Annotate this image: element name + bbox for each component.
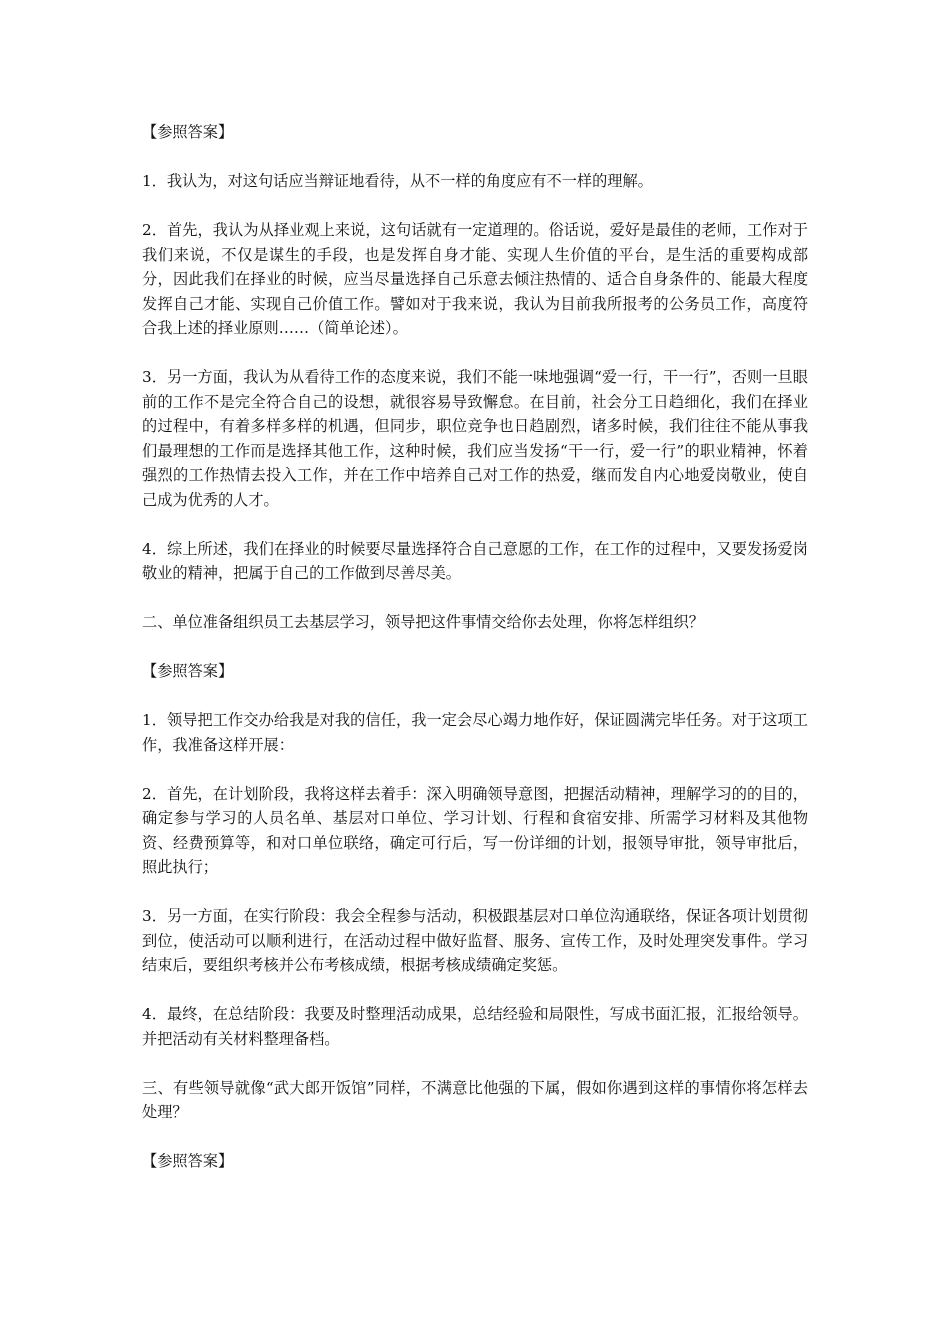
- answer-point-3: 3．另一方面，我认为从看待工作的态度来说，我们不能一味地强调“爱一行，干一行”，否则一旦眼前的工作不是完全符合自己的设想，就很容易导致懈怠。在目前，社会分工日趋细化，我们在择业的过程中，有着多样多样的机遇，但同步，职位竞争也日趋剧烈，诸多时候，我们往往不能从事我们最理想的工作而是选择其他工作，这种时候，我们应当发扬“干一行，爱一行”的职业精神，怀着强烈的工作热情去投入工作，并在工作中培养自己对工作的热爱，继而发自内心地爱岗敬业，使自己成为优秀的人才。: [142, 368, 808, 509]
- document-body: [142, 120, 808, 1198]
- answer-point-4: 4．综上所述，我们在择业的时候要尽量选择符合自己意愿的工作，在工作的过程中，又要发扬爱岗敬业的精神，把属于自己的工作做到尽善尽美。: [142, 539, 808, 582]
- answer-heading: 【参照答案】: [142, 662, 234, 680]
- answer-point-2: 2．首先，在计划阶段，我将这样去着手：深入明确领导意图，把握活动精神，理解学习的的目的，确定参与学习的人员名单、基层对口单位、学习计划、行程和食宿安排、所需学习材料及其他物资、经费预算等，和对口单位联络，确定可行后，写一份详细的计划，报领导审批，领导审批后，照此执行；: [142, 784, 808, 876]
- question-2: 二、单位准备组织员工去基层学习，领导把这件事情交给你去处理，你将怎样组织？: [142, 613, 704, 631]
- answer-heading: 【参照答案】: [142, 1152, 234, 1170]
- answer-point-1: 1．我认为，对这句话应当辩证地看待，从不一样的角度应有不一样的理解。: [142, 172, 653, 190]
- answer-heading: 【参照答案】: [142, 123, 234, 141]
- answer-point-4: 4．最终，在总结阶段：我要及时整理活动成果，总结经验和局限性，写成书面汇报，汇报给领导。并把活动有关材料整理备档。: [142, 1005, 808, 1048]
- question-3: 三、有些领导就像“武大郎开饭馆”同样，不满意比他强的下属，假如你遇到这样的事情你将怎样去处理？: [142, 1078, 808, 1121]
- answer-point-2: 2．首先，我认为从择业观上来说，这句话就有一定道理的。俗话说，爱好是最佳的老师，工作对于我们来说，不仅是谋生的手段，也是发挥自身才能、实现人生价值的平台，是生活的重要构成部分，因此我们在择业的时候，应当尽量选择自己乐意去倾注热情的、适合自身条件的、能最大程度发挥自己才能、实现自己价值工作。譬如对于我来说，我认为目前我所报考的公务员工作，高度符合我上述的择业原则……（简单论述）。: [142, 221, 808, 337]
- answer-point-1: 1．领导把工作交办给我是对我的信任，我一定会尽心竭力地作好，保证圆满完毕任务。对于这项工作，我准备这样开展：: [142, 711, 808, 754]
- answer-point-3: 3．另一方面，在实行阶段：我会全程参与活动，积极跟基层对口单位沟通联络，保证各项计划贯彻到位，使活动可以顺利进行，在活动过程中做好监督、服务、宣传工作，及时处理突发事件。学习结束后，要组织考核并公布考核成绩，根据考核成绩确定奖惩。: [142, 907, 808, 974]
